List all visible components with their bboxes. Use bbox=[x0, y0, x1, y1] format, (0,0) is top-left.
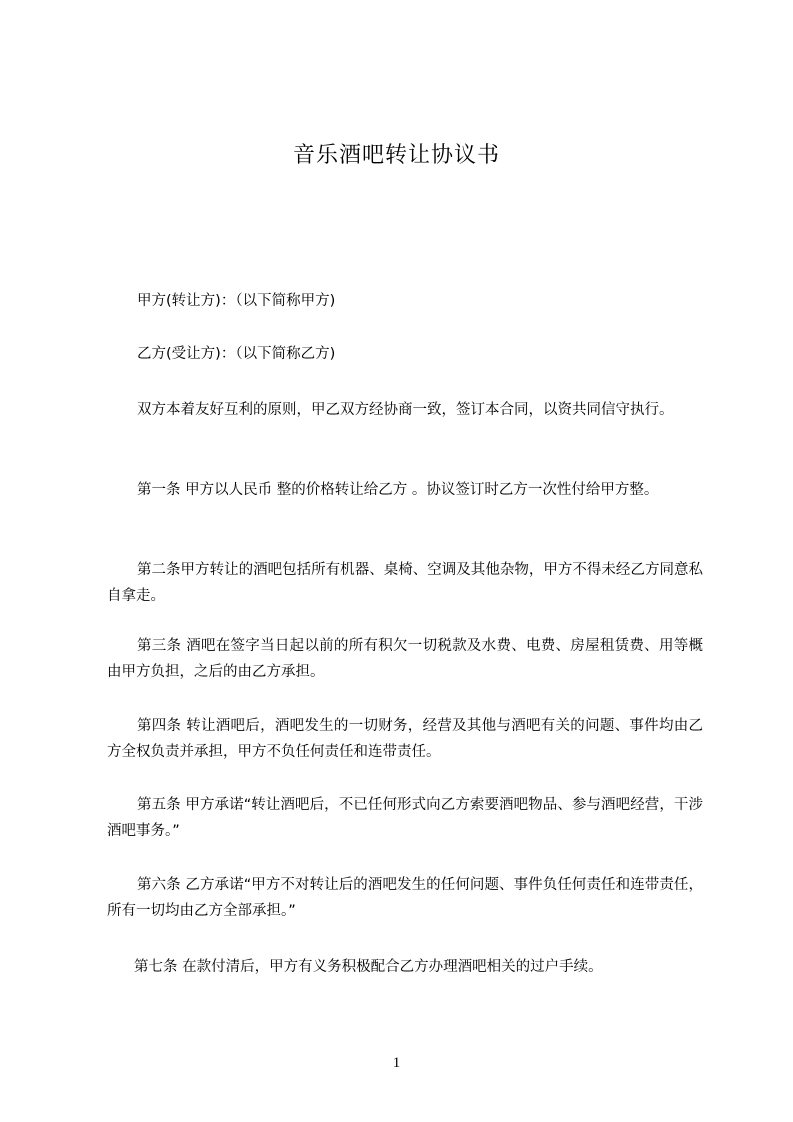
article-1: 第一条 甲方以人民币 整的价格转让给乙方 。协议签订时乙方一次性付给甲方整。 bbox=[137, 482, 659, 498]
party-b-line: 乙方(受让方)：（以下简称乙方) bbox=[137, 346, 336, 362]
article-6: 第六条 乙方承诺“甲方不对转让后的酒吧发生的任何问题、事件负任何责任和连带责任，所有一切均由乙方全部承担。” bbox=[107, 877, 703, 919]
article-7: 第七条 在款付清后，甲方有义务积极配合乙方办理酒吧相关的过户手续。 bbox=[134, 959, 603, 975]
page-number: 1 bbox=[392, 1055, 401, 1071]
article-5: 第五条 甲方承诺“转让酒吧后，不已任何形式向乙方索要酒吧物品、参与酒吧经营，干涉酒吧事务。” bbox=[107, 797, 703, 839]
article-4: 第四条 转让酒吧后，酒吧发生的一切财务，经营及其他与酒吧有关的问题、事件均由乙方全权负责并承担，甲方不负任何责任和连带责任。 bbox=[107, 718, 703, 760]
article-3: 第三条 酒吧在签字当日起以前的所有积欠一切税款及水费、电费、房屋租赁费、用等概由甲方负担，之后的由乙方承担。 bbox=[107, 638, 703, 680]
intro-paragraph: 双方本着友好互利的原则，甲乙双方经协商一致，签订本合同，以资共同信守执行。 bbox=[137, 402, 674, 418]
party-a-line: 甲方(转让方)：（以下简称甲方) bbox=[137, 293, 336, 309]
article-2: 第二条甲方转让的酒吧包括所有机器、桌椅、空调及其他杂物，甲方不得未经乙方同意私自拿走。 bbox=[107, 562, 703, 604]
document-title: 音乐酒吧转让协议书 bbox=[292, 143, 500, 168]
